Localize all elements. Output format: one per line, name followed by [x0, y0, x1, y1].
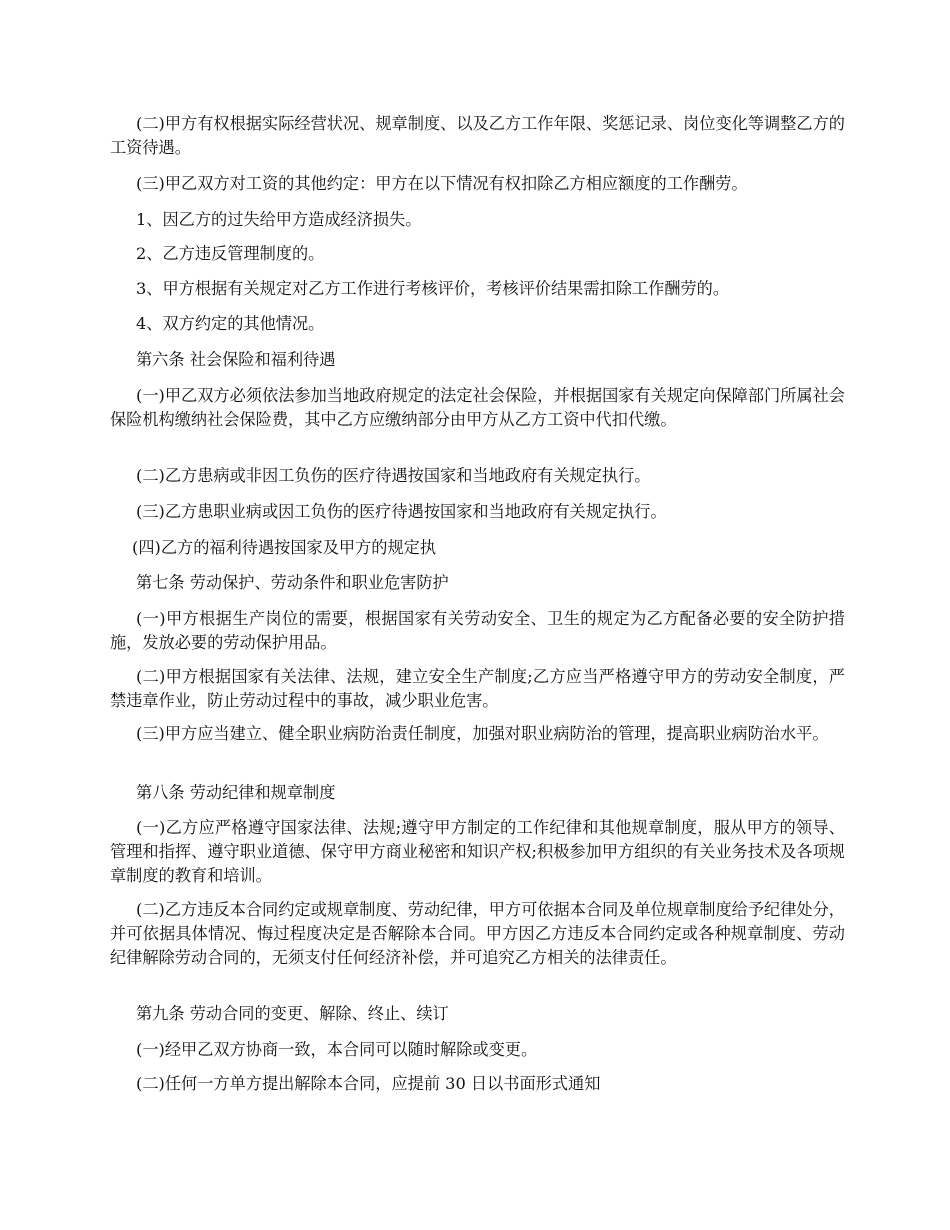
section-heading-article-7: 第七条 劳动保护、劳动条件和职业危害防护	[136, 573, 449, 592]
paragraph-discipline-violation: (二)乙方违反本合同约定或规章制度、劳动纪律，甲方可依据本合同及单位规章制度给予纪律处分，并可依据具体情况、悔过程度决定是否解除本合同。甲方因乙方违反本合同约定或各种规章制度、劳动纪律解除劳动合同的，无须支付任何经济补偿，并可追究乙方相关的法律责任。	[110, 900, 845, 967]
paragraph-wage-adjustment: (二)甲方有权根据实际经营状况、规章制度、以及乙方工作年限、奖惩记录、岗位变化等调整乙方的工资待遇。	[110, 114, 845, 157]
paragraph-wage-other-agreement: (三)甲乙双方对工资的其他约定：甲方在以下情况有权扣除乙方相应额度的工作酬劳。	[136, 174, 748, 193]
paragraph-occupational-medical: (三)乙方患职业病或因工负伤的医疗待遇按国家和当地政府有关规定执行。	[136, 502, 667, 521]
list-item-deduction-4: 4、双方约定的其他情况。	[136, 314, 325, 333]
section-heading-article-8: 第八条 劳动纪律和规章制度	[136, 783, 336, 802]
list-item-deduction-3: 3、甲方根据有关规定对乙方工作进行考核评价，考核评价结果需扣除工作酬劳的。	[136, 279, 730, 298]
section-heading-article-6: 第六条 社会保险和福利待遇	[136, 350, 336, 369]
list-item-deduction-2: 2、乙方违反管理制度的。	[136, 244, 325, 263]
paragraph-unilateral-termination: (二)任何一方单方提出解除本合同，应提前 30 日以书面形式通知	[136, 1074, 601, 1093]
paragraph-mutual-termination: (一)经甲乙双方协商一致，本合同可以随时解除或变更。	[136, 1040, 538, 1059]
paragraph-illness-medical: (二)乙方患病或非因工负伤的医疗待遇按国家和当地政府有关规定执行。	[136, 466, 651, 485]
paragraph-discipline-compliance: (一)乙方应严格遵守国家法律、法规;遵守甲方制定的工作纪律和其他规章制度，服从甲方的领导、管理和指挥、遵守职业道德、保守甲方商业秘密和知识产权;积极参加甲方组织的有关业务技术及各项规章制度的教育和培训。	[110, 818, 845, 885]
list-item-deduction-1: 1、因乙方的过失给甲方造成经济损失。	[136, 210, 422, 229]
paragraph-safety-measures: (一)甲方根据生产岗位的需要，根据国家有关劳动安全、卫生的规定为乙方配备必要的安全防护措施，发放必要的劳动保护用品。	[110, 609, 845, 652]
paragraph-social-insurance: (一)甲乙双方必须依法参加当地政府规定的法定社会保险，并根据国家有关规定向保障部门所属社会保险机构缴纳社会保险费，其中乙方应缴纳部分由甲方从乙方工资中代扣代缴。	[110, 386, 845, 429]
paragraph-occupational-disease: (三)甲方应当建立、健全职业病防治责任制度，加强对职业病防治的管理，提高职业病防治水平。	[136, 724, 829, 743]
section-heading-article-9: 第九条 劳动合同的变更、解除、终止、续订	[136, 1004, 449, 1023]
paragraph-safety-system: (二)甲方根据国家有关法律、法规，建立安全生产制度;乙方应当严格遵守甲方的劳动安全制度，严禁违章作业，防止劳动过程中的事故，减少职业危害。	[110, 667, 845, 710]
paragraph-welfare: (四)乙方的福利待遇按国家及甲方的规定执	[132, 538, 437, 557]
